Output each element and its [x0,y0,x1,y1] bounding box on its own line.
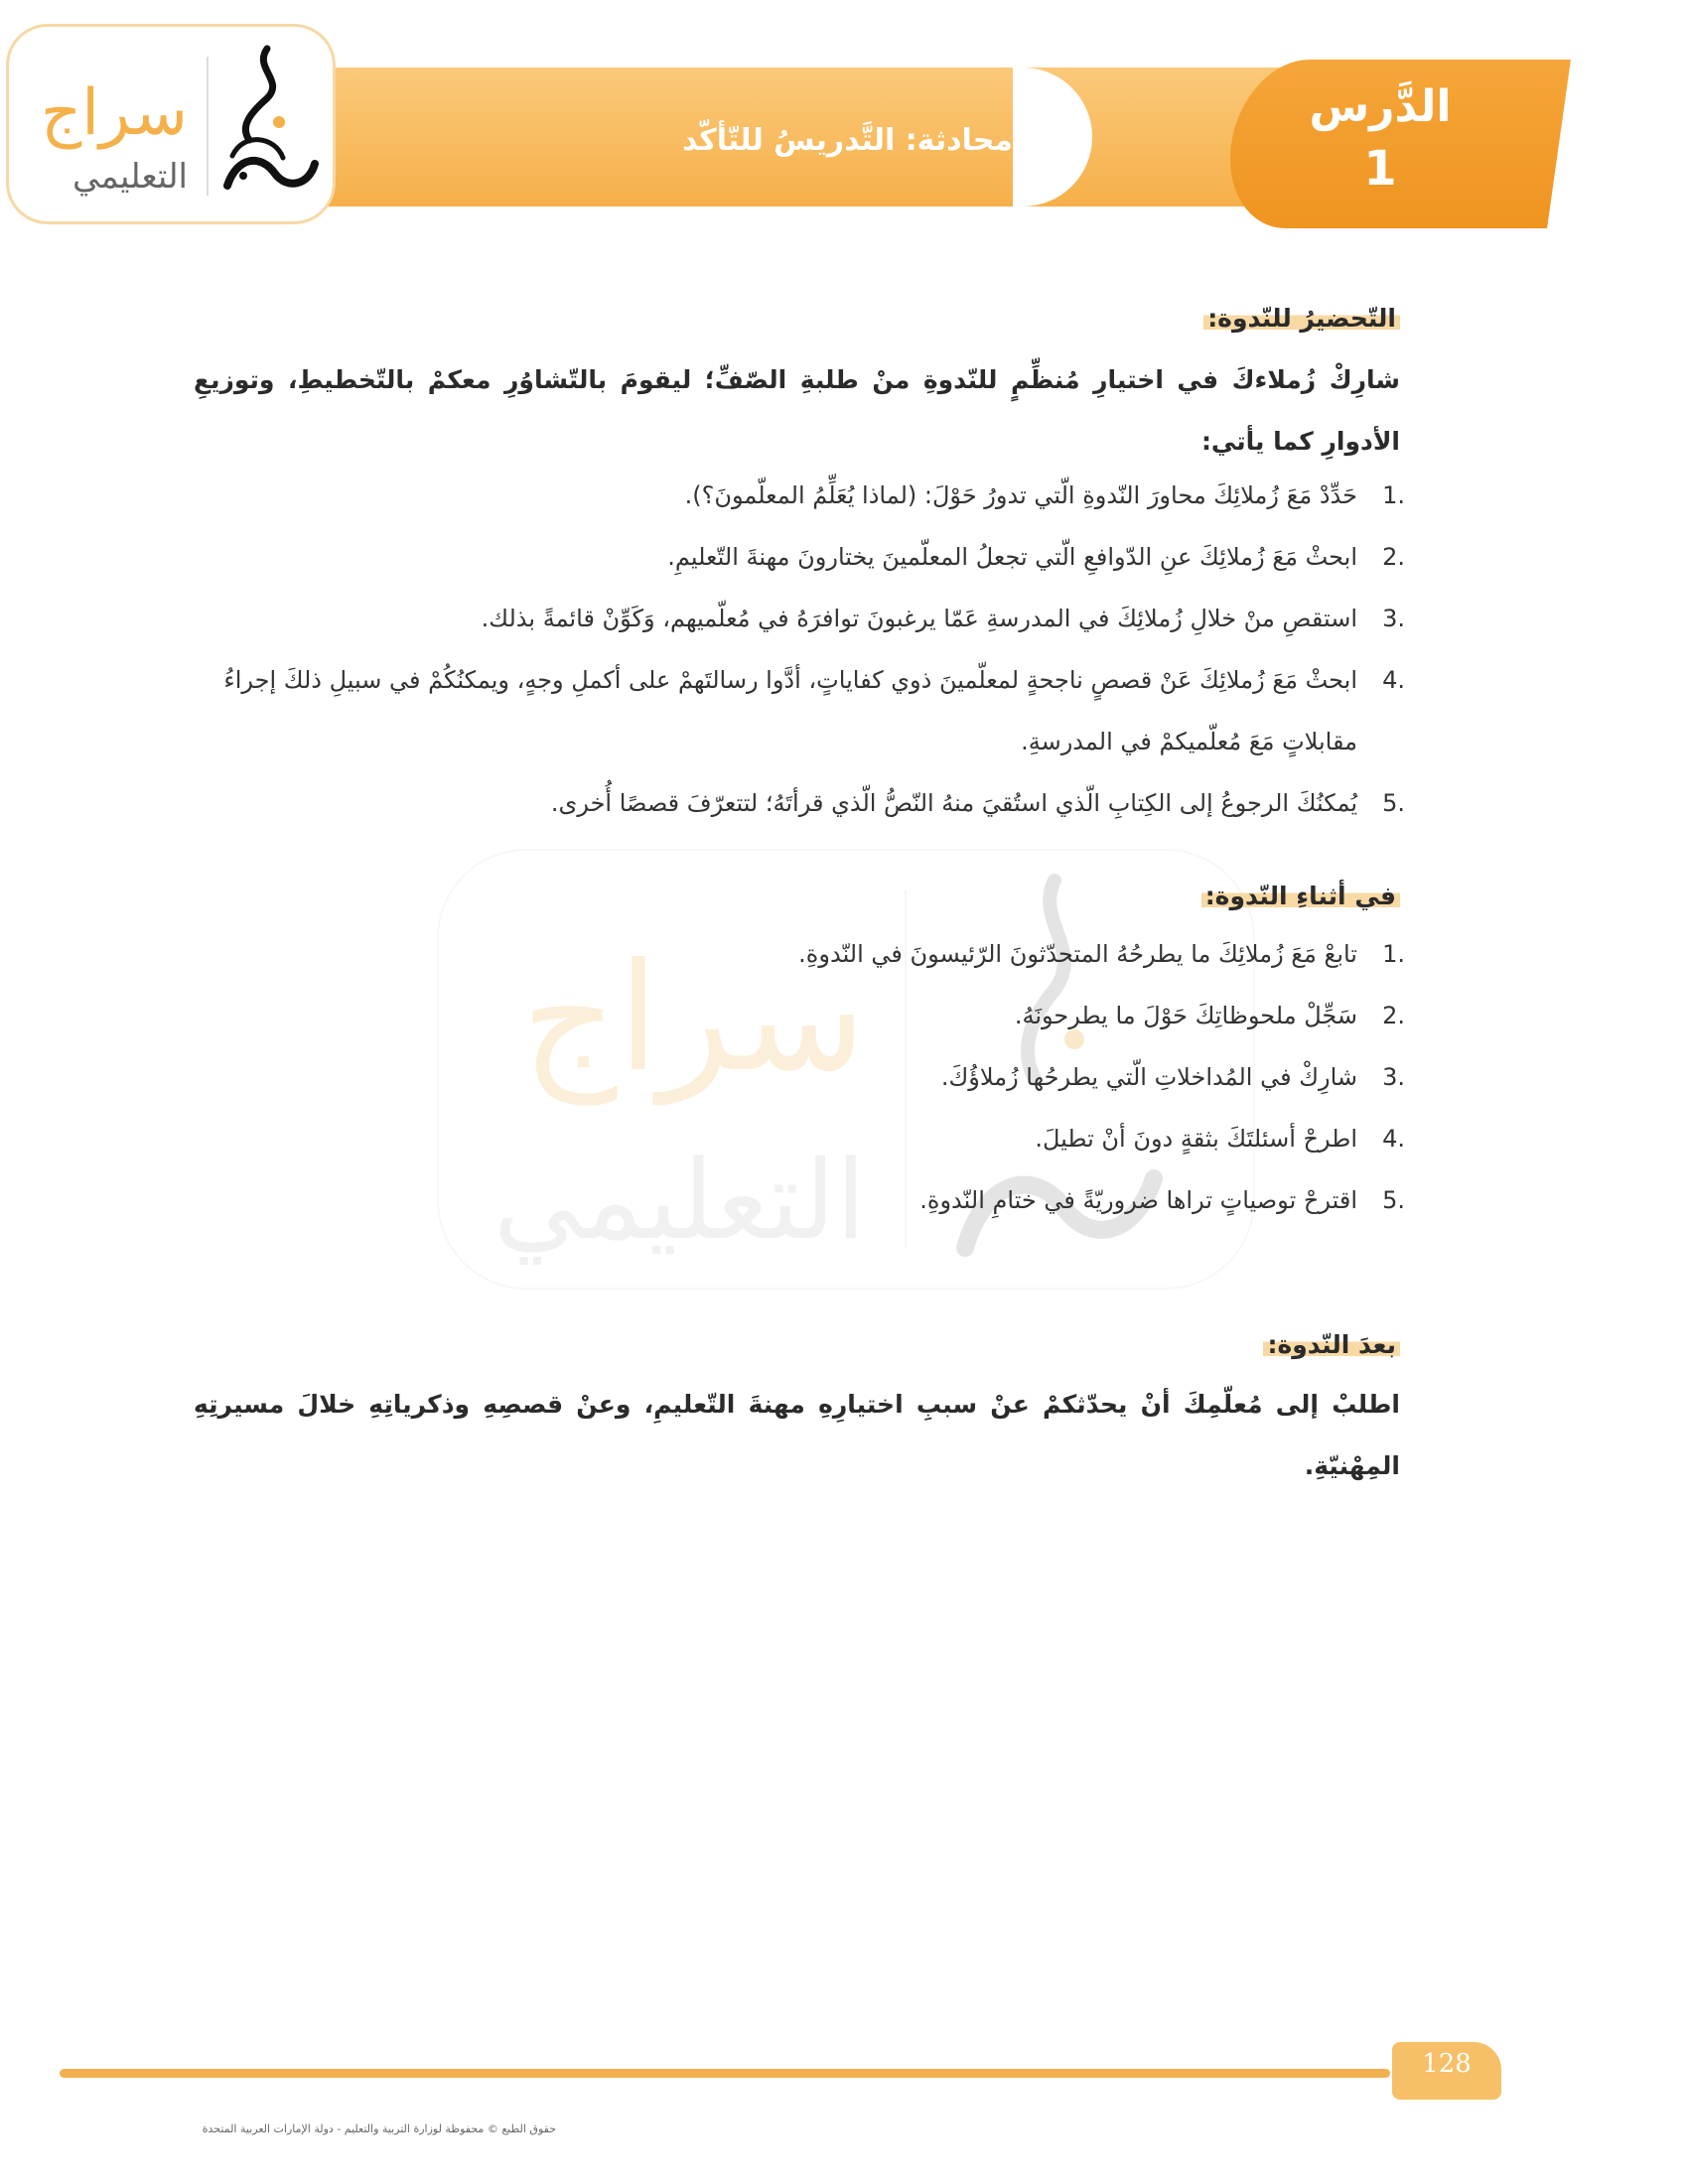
list-item: .5 اقترحْ توصياتٍ تراها ضروريّةً في ختامِ النّدوةِ. [919,1186,1405,1214]
preparation-intro: شارِكْ زُملاءكَ في اختيارِ مُنظِّمٍ للنّدوةِ منْ طلبةِ الصّفِّ؛ ليقومَ بالتّشاوُرِ معكمْ بالتّخطيطِ، وتوزيعِ الأدوارِ كما يأتي: [194,365,1400,456]
lesson-label: الدَّرس [1309,81,1452,132]
svg-text:التعليمي: التعليمي [492,1137,866,1264]
preparation-list [194,465,1405,834]
section-heading-preparation: التّحضيرُ للنّدوة: [1203,304,1400,333]
list-item: .3 استقصِ منْ خلالِ زُملائِكَ في المدرسةِ عَمّا يرغبونَ توافرَهُ في مُعلّميهم، وَكَوِّنْ قائمةً بذلك. [481,605,1405,632]
footer-line [60,2069,1390,2078]
list-item: .3 شارِكْ في المُداخلاتِ الّتي يطرحُها زُملاؤُكَ. [940,1063,1405,1091]
after-paragraph: اطلبْ إلى مُعلّمِكَ أنْ يحدّثكمْ عنْ سببِ اختيارِهِ مهنةَ التّعليمِ، وعنْ قصصِهِ وذكرياتِهِ خلالَ مسيرتِهِ المِهْنيّةِ. [194,1390,1400,1480]
logo [6,24,336,224]
list-item: .5 يُمكنُكَ الرجوعُ إلى الكِتابِ الّذي استُقيَ منهُ النّصُّ الّذي قرأتَهُ؛ لتتعرّفَ قصصًا أُخرى. [550,789,1405,817]
logo-name-small: التعليمي [72,157,188,197]
list-item: .4 اطرحْ أسئلتَكَ بثقةٍ دونَ أنْ تطيلَ. [1035,1125,1405,1153]
section-heading-after: بعدَ النّدوة: [1263,1330,1400,1359]
list-item: .1 حَدِّدْ مَعَ زُملائِكَ محاورَ النّدوةِ الّتي تدورُ حَوْلَ: (لماذا يُعَلِّمُ المعلّمونَ؟). [684,481,1405,509]
lesson-number: 1 [1363,141,1397,197]
page-number: 128 [1422,2049,1472,2079]
copyright-notice: حقوق الطبع © محفوظة لوزارة التربية والتعليم - دولة الإمارات العربية المتحدة [202,2122,556,2135]
page-title: محادثة: التَّدريسُ للتّأكّد [681,123,1013,158]
list-item: .2 سَجِّلْ ملحوظاتِكَ حَوْلَ ما يطرحونَهُ. [1014,1002,1405,1029]
list-item: .4 ابحثْ مَعَ زُملائِكَ عَنْ قصصٍ ناجحةٍ لمعلّمينَ ذوي كفاياتٍ، أدَّوا رسالتَهمْ على أكملِ وجهٍ، ويمكنُكُمْ في سبيلِ ذلكَ إجراءُ مقابلاتٍ مَعَ مُعلّميكمْ في المدرسةِ. [223,666,1405,755]
during-list [194,923,1405,1231]
list-item: .1 تابعْ مَعَ زُملائِكَ ما يطرحُهُ المتحدّثونَ الرّئيسونَ في النّدوةِ. [798,940,1405,968]
svg-text:سراج: سراج [521,932,866,1105]
section-heading-during: في أثناءِ النّدوة: [1201,882,1400,910]
siraj-logo-icon [19,37,323,211]
list-item: .2 ابحثْ مَعَ زُملائِكَ عنِ الدّوافعِ الّتي تجعلُ المعلّمينَ يختارونَ مهنةَ التّعليمِ. [667,543,1405,571]
logo-name-large: سراج [40,76,188,150]
